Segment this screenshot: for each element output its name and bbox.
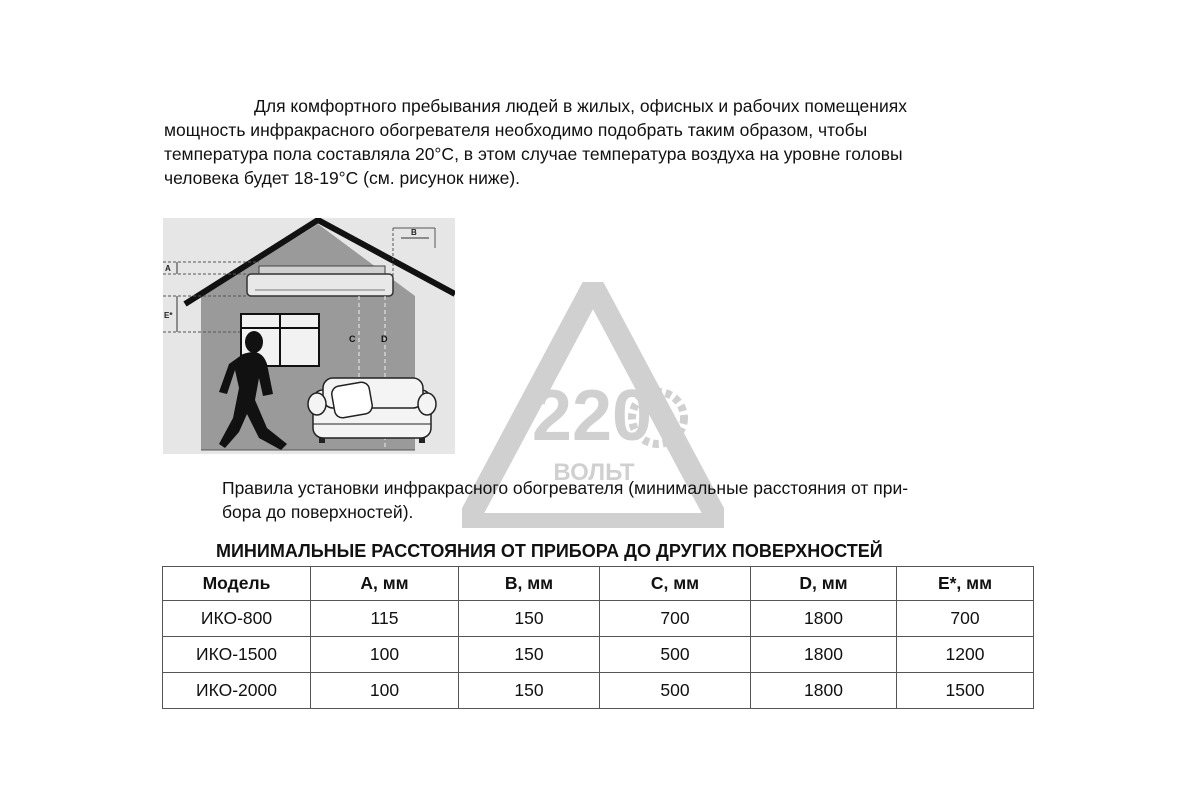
cell-model: ИКО-800 xyxy=(163,601,311,637)
cell-e: 700 xyxy=(897,601,1034,637)
intro-line: мощность инфракрасного обогревателя необходимо подобрать таким образом, чтобы xyxy=(164,120,868,140)
table-header-row xyxy=(163,567,1034,601)
label-b: B xyxy=(411,228,417,237)
table-row xyxy=(163,637,1034,673)
ceiling-mount xyxy=(259,266,385,274)
cell-c: 500 xyxy=(600,637,751,673)
label-d: D xyxy=(381,334,388,344)
table-row xyxy=(163,601,1034,637)
cell-d: 1800 xyxy=(751,637,897,673)
house-illustration xyxy=(163,218,455,454)
cell-model: ИКО-2000 xyxy=(163,673,311,709)
watermark-word: ВОЛЬТ xyxy=(553,459,635,486)
cell-model: ИКО-1500 xyxy=(163,637,311,673)
watermark-number: 220 xyxy=(531,376,653,456)
intro-line: Для комфортного пребывания людей в жилых, офисных и рабочих помещениях xyxy=(254,96,907,116)
label-c: C xyxy=(349,334,356,344)
heater xyxy=(247,274,393,296)
label-e: E* xyxy=(164,311,173,320)
cell-d: 1800 xyxy=(751,673,897,709)
cell-e: 1500 xyxy=(897,673,1034,709)
cell-b: 150 xyxy=(459,601,600,637)
caption-line: Правила установки инфракрасного обогревателя (минимальные расстояния от при- xyxy=(222,478,909,498)
table-row xyxy=(163,673,1034,709)
cell-c: 500 xyxy=(600,673,751,709)
header-model: Модель xyxy=(163,567,311,601)
header-a: A, мм xyxy=(311,567,459,601)
cell-b: 150 xyxy=(459,673,600,709)
intro-paragraph xyxy=(164,94,1044,190)
header-e: E*, мм xyxy=(897,567,1034,601)
header-b: B, мм xyxy=(459,567,600,601)
distances-table xyxy=(162,566,1034,709)
cell-b: 150 xyxy=(459,637,600,673)
caption-line: бора до поверхностей). xyxy=(222,502,414,522)
cell-a: 115 xyxy=(311,601,459,637)
intro-line: температура пола составляла 20°С, в этом случае температура воздуха на уровне головы xyxy=(164,144,903,164)
figure-caption xyxy=(222,476,1042,524)
cell-c: 700 xyxy=(600,601,751,637)
cell-a: 100 xyxy=(311,673,459,709)
table-title: МИНИМАЛЬНЫЕ РАССТОЯНИЯ ОТ ПРИБОРА ДО ДРУГИХ ПОВЕРХНОСТЕЙ xyxy=(216,541,883,561)
label-a: A xyxy=(165,264,171,273)
cell-e: 1200 xyxy=(897,637,1034,673)
installation-diagram xyxy=(163,218,455,454)
header-c: C, мм xyxy=(600,567,751,601)
cell-a: 100 xyxy=(311,637,459,673)
cell-d: 1800 xyxy=(751,601,897,637)
intro-line: человека будет 18-19°С (см. рисунок ниже). xyxy=(164,168,521,188)
header-d: D, мм xyxy=(751,567,897,601)
watermark-gear-icon xyxy=(632,392,684,444)
sofa xyxy=(308,378,436,443)
